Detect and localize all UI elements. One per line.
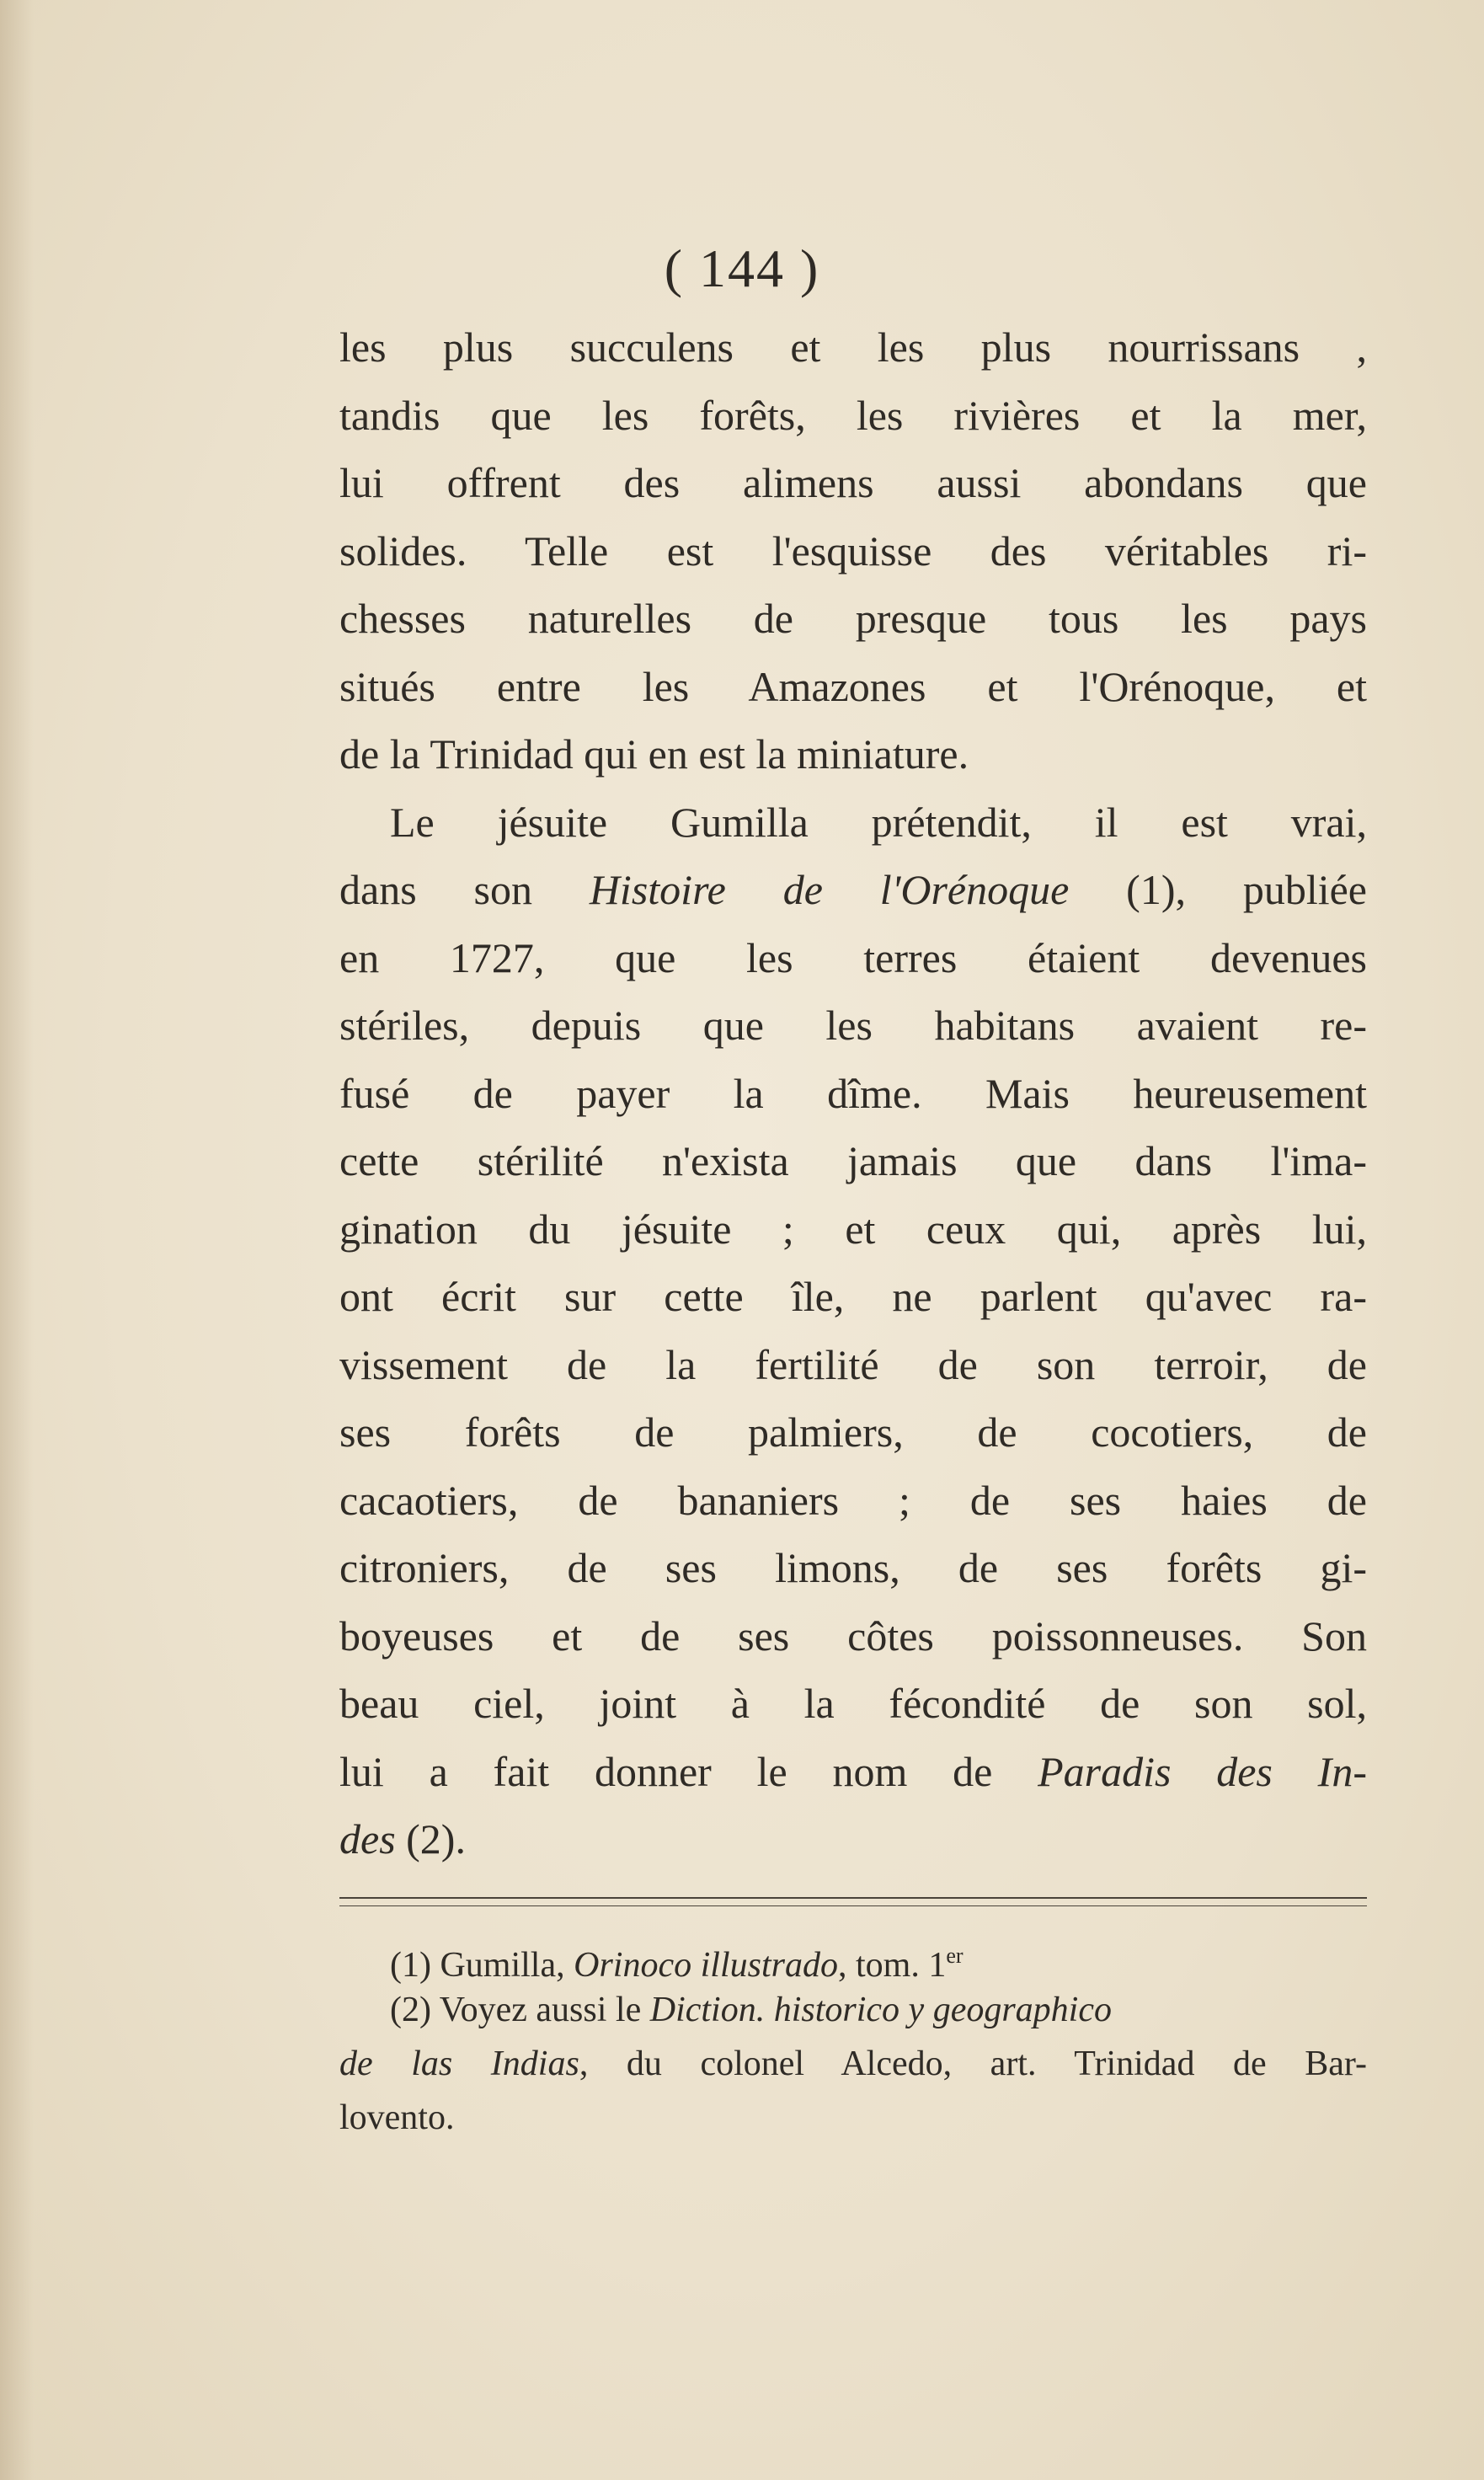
footnote-2-cont xyxy=(339,2037,1367,2091)
book-title-italic: Histoire de l'Orénoque xyxy=(589,866,1070,913)
page-number: ( 144 ) xyxy=(664,238,820,298)
italic-phrase: de las Indias xyxy=(339,2044,579,2083)
text-line: gination du jésuite ; et ceux qui, après lui, xyxy=(339,1205,1367,1253)
text-line: les plus succulens et les plus nourrissans , xyxy=(339,323,1367,371)
footnote-1 xyxy=(339,1929,1367,1983)
footnote-2-end: lovento. xyxy=(339,2098,455,2137)
text-line xyxy=(339,1738,1367,1806)
text-line: chesses naturelles de presque tous les pays xyxy=(339,595,1367,642)
text-line: boyeuses et de ses côtes poissonneuses. Son xyxy=(339,1611,1367,1660)
text-line: vissement de la fertilité de son terroir, de xyxy=(339,1340,1367,1388)
text-line xyxy=(339,1805,1367,1873)
text-line: lui offrent des alimens aussi abondans que xyxy=(339,459,1367,506)
italic-phrase: des xyxy=(339,1815,396,1863)
text-line: situés entre les Amazones et l'Orénoque, et xyxy=(339,662,1367,710)
body-text xyxy=(339,313,1367,1873)
text-line: de la Trinidad qui en est la miniature. xyxy=(339,730,969,778)
footnote-divider xyxy=(339,1897,1367,1899)
text-run: dans son xyxy=(339,866,590,913)
superscript: er xyxy=(946,1943,964,1968)
page-gutter-shadow xyxy=(0,0,34,2480)
text-line: tandis que les forêts, les rivières et la mer, xyxy=(339,391,1367,439)
text-line: ont écrit sur cette île, ne parlent qu'avec ra- xyxy=(339,1273,1367,1320)
italic-phrase: Paradis des In- xyxy=(1038,1747,1367,1795)
text-line: citroniers, de ses limons, de ses forêts gi- xyxy=(339,1544,1367,1591)
italic-phrase: Orinoco illustrado xyxy=(574,1946,838,1985)
text-run: (1), publiée xyxy=(1069,866,1367,913)
text-run: , tom. 1 xyxy=(837,1946,947,1985)
text-line xyxy=(339,856,1367,924)
text-line: beau ciel, joint à la fécondité de son sol, xyxy=(339,1680,1367,1727)
text-line: cacaotiers, de bananiers ; de ses haies de xyxy=(339,1476,1367,1524)
text-line: fusé de payer la dîme. Mais heureusement xyxy=(339,1069,1367,1117)
footnote-divider-thin xyxy=(339,1905,1367,1906)
text-line: cette stérilité n'exista jamais que dans l'ima- xyxy=(339,1137,1367,1184)
text-line: solides. Telle est l'esquisse des véritables ri- xyxy=(339,526,1367,575)
text-run: , du colonel Alcedo, art. Trinidad de Bar- xyxy=(579,2044,1368,2083)
text-line: Le jésuite Gumilla prétendit, il est vrai, xyxy=(390,798,1367,846)
text-run: lui a fait donner le nom de xyxy=(339,1747,1038,1795)
text-line: ses forêts de palmiers, de cocotiers, de xyxy=(339,1408,1367,1456)
text-run: (1) Gumilla, xyxy=(390,1946,574,1985)
text-run: (2) Voyez aussi le xyxy=(390,1991,650,2029)
text-run: (2). xyxy=(395,1815,466,1863)
italic-phrase: Diction. historico y geographico xyxy=(649,1991,1112,2029)
footnotes xyxy=(339,1929,1367,2145)
text-line: en 1727, que les terres étaient devenues xyxy=(339,933,1367,981)
text-line: stériles, depuis que les habitans avaient re- xyxy=(339,1002,1367,1049)
footnote-2 xyxy=(339,1983,1367,2037)
